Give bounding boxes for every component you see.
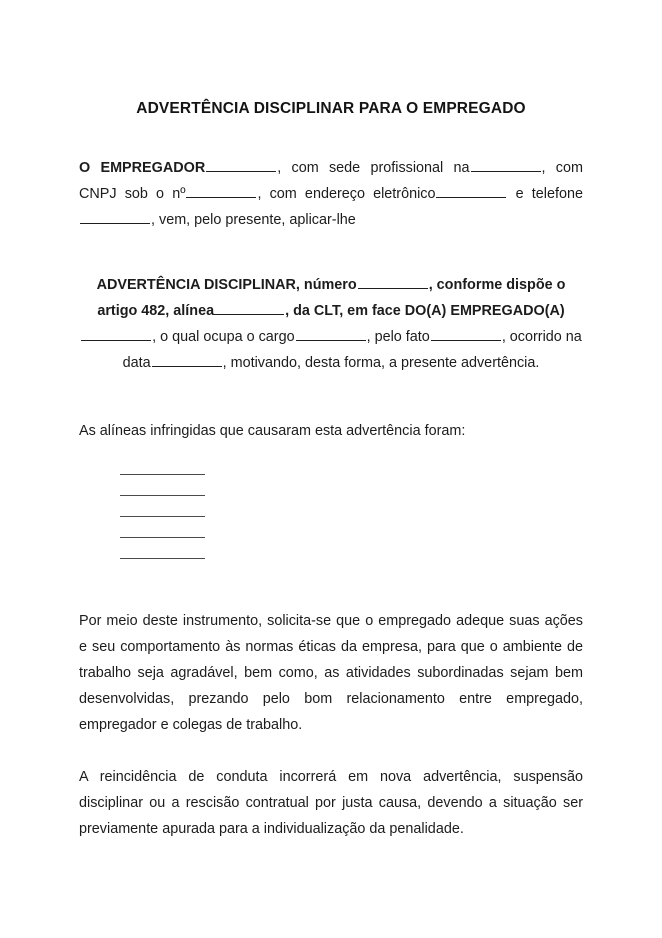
advertencia-numero-blank[interactable] — [358, 278, 428, 289]
fato-blank[interactable] — [431, 330, 501, 341]
employer-segment-2: , com CNPJ sob o nº — [79, 160, 583, 203]
paragraph-employer — [79, 119, 583, 233]
paragraph-advertencia — [79, 233, 583, 376]
advertencia-regular-4: , motivando, desta forma, a presente advertência. — [222, 355, 540, 372]
list-item[interactable] — [120, 558, 583, 579]
page-title: ADVERTÊNCIA DISCIPLINAR PARA O EMPREGADO — [136, 100, 526, 117]
alineas-intro-text: As alíneas infringidas que causaram esta advertência foram: — [79, 423, 466, 440]
empregado-cargo-blank[interactable] — [296, 330, 366, 341]
advertencia-regular-1: , o qual ocupa o cargo — [152, 329, 295, 346]
advertencia-alinea-blank[interactable] — [214, 304, 284, 315]
employer-name-blank[interactable] — [206, 161, 276, 172]
list-item[interactable] — [120, 495, 583, 516]
employer-cnpj-blank[interactable] — [186, 187, 256, 198]
employer-lead-label: O EMPREGADOR — [79, 160, 206, 177]
employer-phone-blank[interactable] — [80, 213, 150, 224]
alinea-blank-line[interactable] — [120, 474, 205, 475]
alineas-blank-list — [79, 444, 583, 579]
paragraph-reincidencia: A reincidência de conduta incorrerá em nova advertência, suspensão disciplinar ou a rescisão contratual por justa causa, devendo a situação ser previamente apurada para a individualização da penalidade. — [79, 769, 583, 838]
list-item[interactable] — [120, 474, 583, 495]
employer-address-blank[interactable] — [471, 161, 541, 172]
employer-segment-3: , com endereço eletrônico — [257, 186, 436, 203]
advertencia-bold-1: ADVERTÊNCIA DISCIPLINAR, número — [96, 277, 357, 294]
employer-segment-4: e telefone — [515, 186, 583, 203]
list-item[interactable] — [120, 516, 583, 537]
alinea-blank-line[interactable] — [120, 537, 205, 538]
alinea-blank-line[interactable] — [120, 495, 205, 496]
advertencia-regular-2: , pelo fato — [366, 329, 430, 346]
list-item[interactable] — [120, 537, 583, 558]
alinea-blank-line[interactable] — [120, 558, 205, 559]
data-ocorrido-blank[interactable] — [152, 356, 222, 367]
advertencia-bold-3: , da CLT, em face DO(A) EMPREGADO(A) — [285, 303, 565, 320]
employer-email-blank[interactable] — [436, 187, 506, 198]
advertencia-bold-2: , conforme dispõe o artigo 482, alínea — [97, 277, 566, 320]
employer-segment-1: , com sede profissional na — [277, 160, 470, 177]
alinea-blank-line[interactable] — [120, 516, 205, 517]
employer-segment-5: , vem, pelo presente, aplicar-lhe — [151, 212, 356, 229]
advertencia-regular-3: , ocorrido na data — [122, 329, 582, 372]
empregado-nome-blank[interactable] — [81, 330, 151, 341]
paragraph-instrumento: Por meio deste instrumento, solicita-se que o empregado adeque suas ações e seu comportamento às normas éticas da empresa, para que o ambiente de trabalho seja agradável, bem como, as atividades subordinadas sejam bem desenvolvidas, prezando pelo bom relacionamento entre empregado, empregador e colegas de trabalho. — [79, 613, 583, 734]
document-content — [79, 0, 583, 842]
